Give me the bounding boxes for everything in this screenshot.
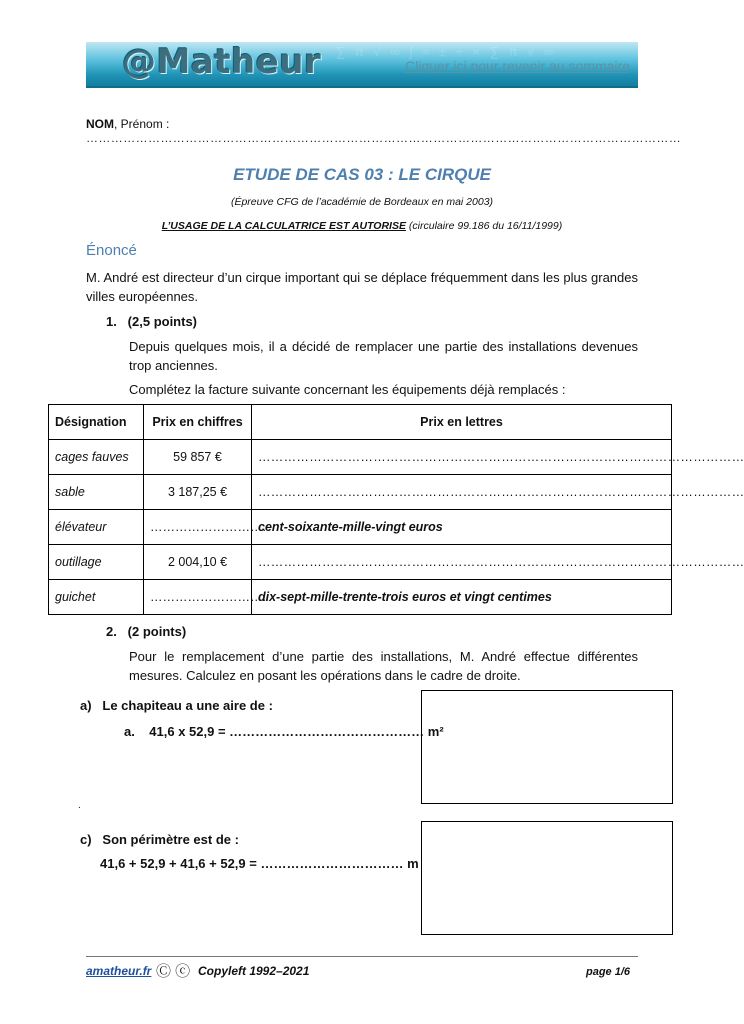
price-words-cell: cent-soixante-mille-vingt euros xyxy=(252,510,672,545)
name-label-rest: , Prénom : xyxy=(114,117,170,131)
price-words-cell: dix-sept-mille-trente-trois euros et vingt centimes xyxy=(252,580,672,615)
designation-cell: élévateur xyxy=(49,510,144,545)
footer-divider xyxy=(86,956,638,957)
question-1-instruction: Complétez la facture suivante concernant les équipements déjà remplacés : xyxy=(129,382,566,397)
calculator-notice-rest: (circulaire 99.186 du 16/11/1999) xyxy=(405,220,563,232)
page-title: ETUDE DE CAS 03 : LE CIRQUE xyxy=(233,165,491,184)
table-row xyxy=(49,440,672,475)
footer-copyleft: Copyleft 1992–2021 xyxy=(198,964,310,978)
table-row xyxy=(49,580,672,615)
answer-box-a[interactable] xyxy=(421,690,673,804)
column-header: Prix en lettres xyxy=(252,405,672,440)
column-header: Désignation xyxy=(49,405,144,440)
question-a-label: a) Le chapiteau a une aire de : xyxy=(80,698,273,713)
calculator-notice-strong: L’USAGE DE LA CALCULATRICE EST AUTORISE xyxy=(161,220,406,232)
designation-cell: outillage xyxy=(49,545,144,580)
footer-site-link[interactable]: amatheur.fr xyxy=(86,964,152,978)
table-row xyxy=(49,545,672,580)
question-1-label: 1. (2,5 points) xyxy=(106,314,198,329)
price-words-blank[interactable]: …………………………………………………………………………………………………… xyxy=(252,440,672,475)
question-2-label: 2. (2 points) xyxy=(106,624,187,639)
intro-paragraph: M. André est directeur d’un cirque important qui se déplace fréquemment dans les plus grandes villes européennes. xyxy=(86,270,638,304)
question-c-calculation[interactable]: 41,6 + 52,9 + 41,6 + 52,9 = …………………………… m xyxy=(100,856,419,871)
column-header: Prix en chiffres xyxy=(144,405,252,440)
price-figures-cell: 3 187,25 € xyxy=(144,475,252,510)
invoice-table xyxy=(48,404,744,615)
question-c-label: c) Son périmètre est de : xyxy=(80,832,239,847)
price-figures-cell: 2 004,10 € xyxy=(144,545,252,580)
site-logo: @Matheur xyxy=(122,42,322,82)
back-to-summary-link[interactable]: Cliquer ici pour revenir au sommaire xyxy=(405,58,630,74)
header-banner xyxy=(86,42,638,88)
table-row xyxy=(49,475,672,510)
price-figures-blank[interactable]: ………………………. xyxy=(144,510,252,545)
calculator-notice xyxy=(0,220,724,232)
question-2-text: Pour le remplacement d’une partie des installations, M. André effectue différentes mesures. Calculez en posant les opérations dans le cadre de droite. xyxy=(129,649,638,683)
price-figures-blank[interactable]: ………………………. xyxy=(144,580,252,615)
copyleft-cc-icon: Ⓒ ⓒ xyxy=(156,963,191,980)
page-number: page 1/6 xyxy=(586,966,631,978)
section-heading: Énoncé xyxy=(86,242,137,259)
designation-cell: sable xyxy=(49,475,144,510)
answer-box-c[interactable] xyxy=(421,821,673,935)
name-blank: ……………………………………………………………………………………………………………………………… xyxy=(86,131,682,145)
designation-cell: cages fauves xyxy=(49,440,144,475)
banner-decoration: ∑ π √ ∞ ∫ ≈ ± ÷ × ∑ π √ ∞ xyxy=(336,44,557,59)
price-words-blank[interactable]: …………………………………………………………………………………………………… xyxy=(252,545,672,580)
question-a-calculation[interactable]: a. 41,6 x 52,9 = ……………………………………… m² xyxy=(124,724,444,739)
designation-cell: guichet xyxy=(49,580,144,615)
exam-source: (Épreuve CFG de l’académie de Bordeaux en mai 2003) xyxy=(230,196,494,208)
table-header-row xyxy=(49,405,672,440)
price-words-blank[interactable]: …………………………………………………………………………………………………… xyxy=(252,475,672,510)
table-row xyxy=(49,510,672,545)
question-1-text: Depuis quelques mois, il a décidé de remplacer une partie des installations devenues trop anciennes. xyxy=(129,339,638,373)
name-field-line xyxy=(86,117,724,145)
stray-dot: . xyxy=(78,800,81,811)
price-figures-cell: 59 857 € xyxy=(144,440,252,475)
name-label-bold: NOM xyxy=(86,117,114,131)
